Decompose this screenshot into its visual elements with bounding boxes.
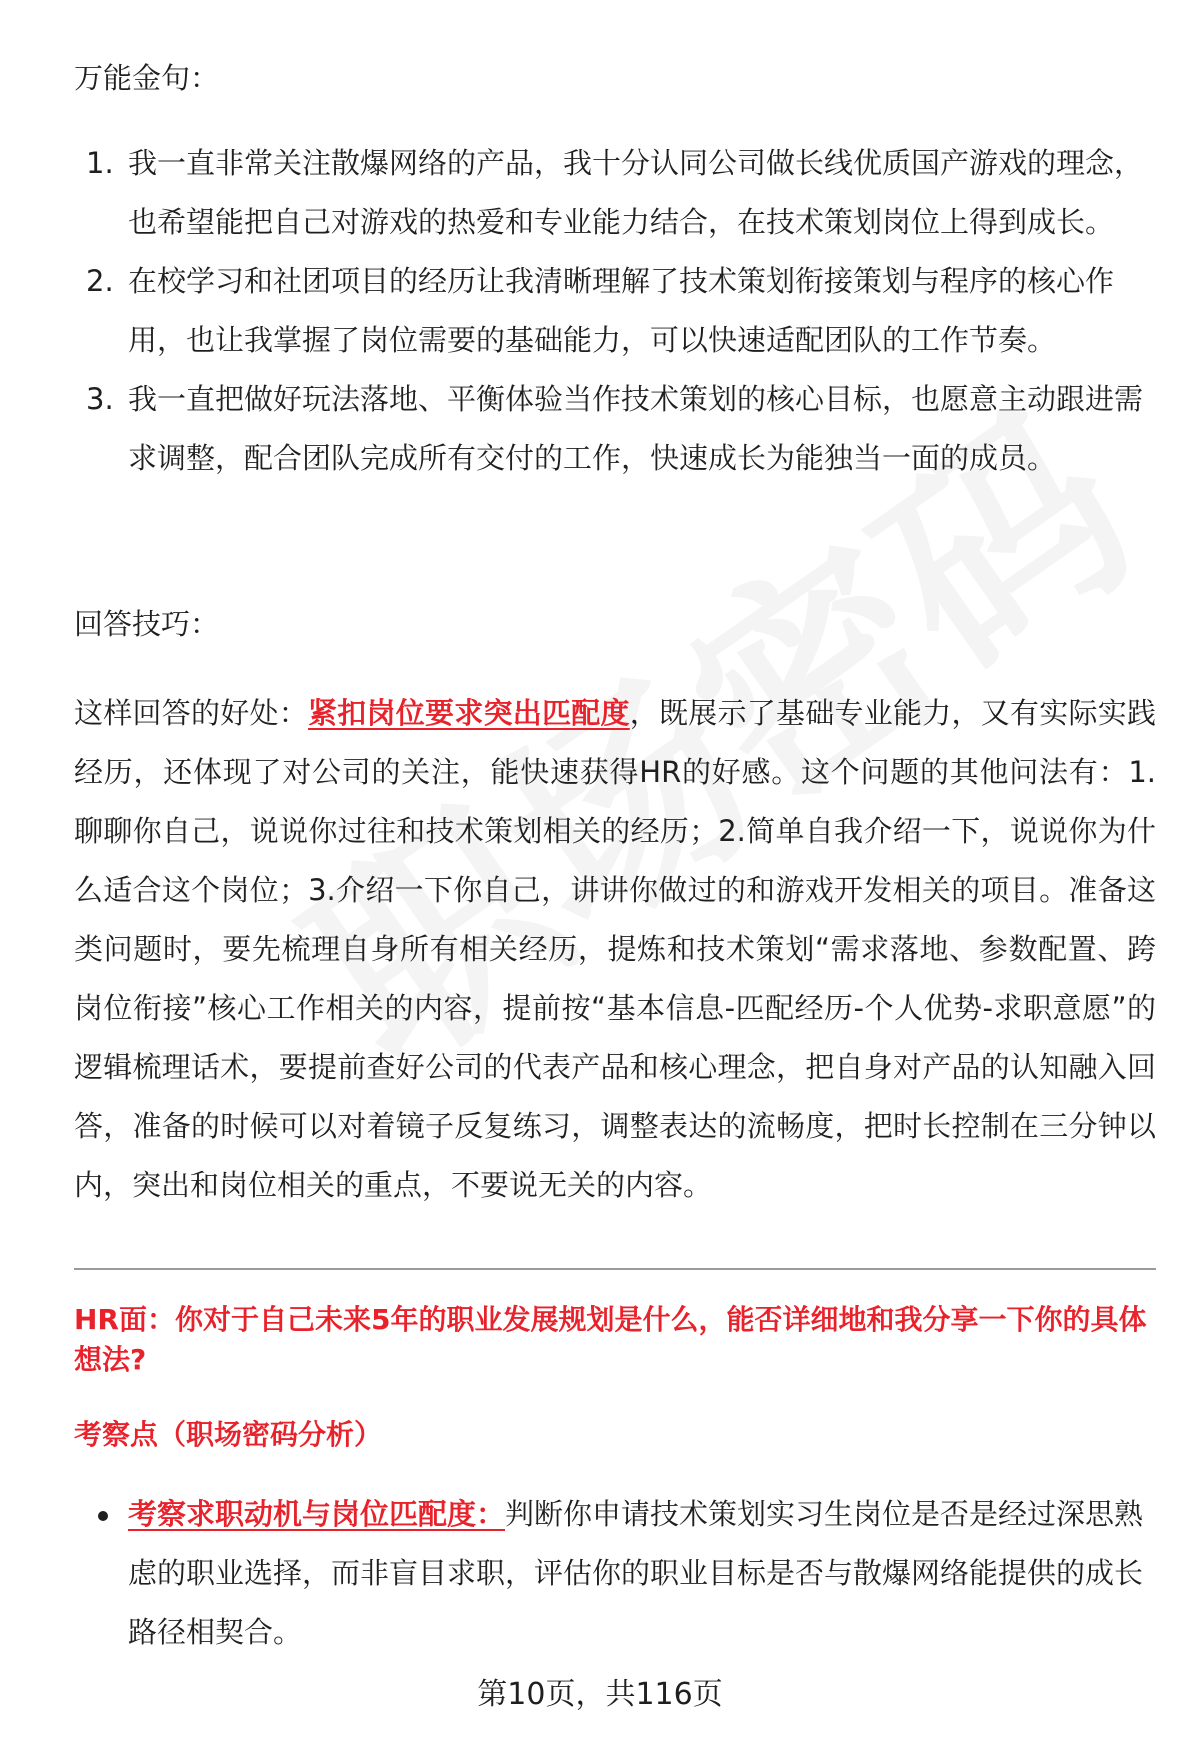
tips-prefix: 这样回答的好处： bbox=[74, 696, 308, 730]
list-number: 3. bbox=[86, 382, 114, 416]
bullet-icon bbox=[98, 1511, 108, 1521]
list-number: 2. bbox=[86, 264, 114, 298]
page-number: 第10页，共116页 bbox=[477, 1677, 723, 1712]
point-highlight: 考察求职动机与岗位匹配度： bbox=[128, 1497, 506, 1531]
point-text: 判断你申请技术策划实习生岗位是否是经过深思熟虑的职业选择，而非盲目求职，评估你的职业目标是否与散爆网络能提供的成长路径相契合。 bbox=[128, 1497, 1144, 1649]
tips-label: 回答技巧： bbox=[74, 607, 220, 641]
list-text: 我一直非常关注散爆网络的产品，我十分认同公司做长线优质国产游戏的理念，也希望能把自己对游戏的热爱和专业能力结合，在技术策划岗位上得到成长。 bbox=[128, 146, 1144, 239]
question-title: HR面：你对于自己未来5年的职业发展规划是什么，能否详细地和我分享一下你的具体想法? bbox=[74, 1303, 1147, 1376]
assessment-points-list bbox=[74, 1485, 1156, 1662]
tips-highlight: 紧扣岗位要求突出匹配度 bbox=[308, 696, 630, 730]
golden-phrases-label: 万能金句： bbox=[74, 61, 220, 95]
list-item bbox=[74, 252, 1154, 370]
list-item bbox=[74, 370, 1154, 488]
section-divider bbox=[74, 1268, 1156, 1270]
list-text: 我一直把做好玩法落地、平衡体验当作技术策划的核心目标，也愿意主动跟进需求调整，配合团队完成所有交付的工作，快速成长为能独当一面的成员。 bbox=[128, 382, 1144, 475]
list-item bbox=[74, 134, 1154, 252]
list-item bbox=[74, 1485, 1156, 1662]
list-number: 1. bbox=[86, 146, 114, 180]
list-text: 在校学习和社团项目的经历让我清晰理解了技术策划衔接策划与程序的核心作用，也让我掌握了岗位需要的基础能力，可以快速适配团队的工作节奏。 bbox=[128, 264, 1115, 357]
tips-body: ，既展示了基础专业能力，又有实际实践经历，还体现了对公司的关注，能快速获得HR的好感。这个问题的其他问法有：1.聊聊你自己，说说你过往和技术策划相关的经历；2.简单自我介绍一下，说说你为什么适合这个岗位；3.介绍一下你自己，讲讲你做过的和游戏开发相关的项目。准备这类问题时，要先梳理自身所有相关经历，提炼和技术策划“需求落地、参数配置、跨岗位衔接”核心工作相关的内容，提前按“基本信息-匹配经历-个人优势-求职意愿”的逻辑梳理话术，要提前查好公司的代表产品和核心理念，把自身对产品的认知融入回答，准备的时候可以对着镜子反复练习，调整表达的流畅度，把时长控制在三分钟以内，突出和岗位相关的重点，不要说无关的内容。 bbox=[74, 696, 1156, 1202]
tips-paragraph bbox=[74, 684, 1156, 1215]
golden-phrases-list bbox=[74, 134, 1154, 488]
question-subtitle: 考察点（职场密码分析） bbox=[74, 1418, 383, 1451]
